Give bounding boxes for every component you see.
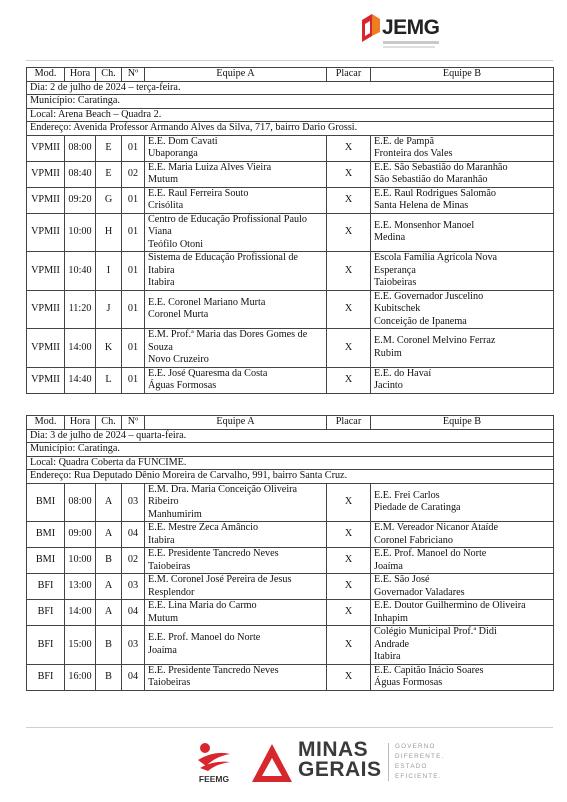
ch-cell: E — [96, 161, 122, 187]
day1-date: Dia: 2 de julho de 2024 – terça-feira. — [27, 81, 554, 95]
jemg-logo-text: JEMG — [382, 16, 440, 39]
ch-cell: H — [96, 213, 122, 252]
mod-cell: VPMII — [27, 329, 65, 368]
n-cell: 04 — [122, 664, 145, 690]
equipe-b-cell-line: Escola Família Agrícola Nova — [374, 252, 498, 263]
equipe-a-cell — [145, 187, 327, 213]
mod-cell: VPMII — [27, 187, 65, 213]
minas-gerais-wordmark — [298, 740, 382, 780]
equipe-b-cell-line: E.E. Doutor Guilhermino de Oliveira — [374, 600, 526, 611]
slogan-line: EFICIENTE. — [395, 773, 442, 780]
col-hora: Hora — [65, 416, 96, 430]
equipe-b-cell — [371, 367, 554, 393]
placar-cell: X — [327, 548, 371, 574]
equipe-b-cell-line: E.M. Coronel Melvino Ferraz — [374, 335, 496, 347]
equipe-b-cell-line: E.E. Raul Rodrigues Salomão — [374, 187, 496, 199]
ch-cell: K — [96, 329, 122, 368]
col-equipe-b: Equipe B — [371, 68, 554, 82]
ch-cell: A — [96, 483, 122, 522]
equipe-b-cell-line: E.E. São José — [374, 574, 430, 585]
jemg-logo — [360, 14, 440, 50]
equipe-a-cell — [145, 367, 327, 393]
hora-cell: 08:00 — [65, 483, 96, 522]
equipe-a-cell-line: Centro de Educação Profissional Paulo — [148, 213, 308, 225]
placar-cell: X — [327, 290, 371, 329]
minas-gerais-triangle-icon — [252, 744, 292, 782]
placar-cell: X — [327, 213, 371, 252]
equipe-a-cell — [145, 664, 327, 690]
placar-cell: X — [327, 574, 371, 600]
equipe-b-cell-line: E.E. Frei Carlos — [374, 489, 440, 501]
equipe-a-cell-line: Mutum — [148, 612, 179, 624]
equipe-b-cell-line: Águas Formosas — [374, 677, 443, 688]
equipe-a-cell-line: Souza — [148, 341, 173, 353]
equipe-b-cell-line: Itabira — [374, 651, 401, 662]
equipe-b-cell-line: Medina — [374, 232, 406, 244]
col-ch: Ch. — [96, 68, 122, 82]
equipe-a-cell-line: Viana — [148, 226, 172, 237]
day1-header-row — [27, 68, 554, 82]
equipe-a-cell-line: E.E. Lina Maria do Carmo — [148, 600, 257, 611]
hora-cell: 08:00 — [65, 135, 96, 161]
hora-cell: 09:00 — [65, 522, 96, 548]
n-cell: 04 — [122, 522, 145, 548]
equipe-a-cell — [145, 626, 327, 665]
equipe-a-cell-line: E.E. Maria Luiza Alves Vieira — [148, 161, 272, 173]
schedule-table-day2 — [26, 415, 554, 691]
day2-date: Dia: 3 de julho de 2024 – quarta-feira. — [27, 429, 554, 443]
mod-cell: VPMII — [27, 161, 65, 187]
equipe-b-cell — [371, 161, 554, 187]
equipe-b-cell-line: E.E. São Sebastião do Maranhão — [374, 161, 508, 173]
col-ch: Ch. — [96, 416, 122, 430]
jemg-flame-icon — [360, 14, 380, 44]
equipe-a-cell-line: E.M. Prof.ª Maria das Dores Gomes de — [148, 329, 308, 340]
equipe-b-cell-line: Fronteira dos Vales — [374, 148, 453, 159]
mod-cell: VPMII — [27, 213, 65, 252]
equipe-b-cell-line: E.E. Prof. Manoel do Norte — [374, 548, 487, 559]
equipe-b-cell-line: E.E. do Havaí — [374, 367, 432, 379]
ch-cell: E — [96, 135, 122, 161]
equipe-b-cell — [371, 187, 554, 213]
ch-cell: G — [96, 187, 122, 213]
equipe-b-cell — [371, 522, 554, 548]
equipe-a-cell-line: Manhumirim — [148, 508, 202, 520]
mod-cell: BFI — [27, 664, 65, 690]
n-cell: 01 — [122, 329, 145, 368]
equipe-a-cell-line: Crisólita — [148, 200, 184, 211]
col-n: Nº — [122, 416, 145, 430]
mod-cell: VPMII — [27, 135, 65, 161]
n-cell: 03 — [122, 574, 145, 600]
mod-cell: BFI — [27, 600, 65, 626]
equipe-a-cell-line: E.M. Dra. Maria Conceição Oliveira — [148, 483, 298, 495]
n-cell: 03 — [122, 626, 145, 665]
equipe-a-cell-line: Itabira — [148, 277, 175, 288]
day1-endereco: Endereço: Avenida Professor Armando Alves da Silva, 717, bairro Dario Grossi. — [27, 122, 554, 136]
mod-cell: BMI — [27, 548, 65, 574]
equipe-a-cell — [145, 483, 327, 522]
n-cell: 01 — [122, 290, 145, 329]
ch-cell: A — [96, 574, 122, 600]
ch-cell: B — [96, 664, 122, 690]
equipe-a-cell-line: Coronel Murta — [148, 309, 209, 321]
equipe-b-cell-line: E.E. Monsenhor Manoel — [374, 219, 475, 231]
ch-cell: A — [96, 600, 122, 626]
logo-tagline-bar-2 — [383, 46, 435, 48]
feemg-logo — [190, 742, 238, 788]
equipe-a-cell — [145, 600, 327, 626]
table-row — [27, 522, 554, 548]
equipe-b-cell — [371, 213, 554, 252]
equipe-b-cell-line: Joaíma — [374, 560, 403, 572]
equipe-a-cell — [145, 290, 327, 329]
n-cell: 01 — [122, 252, 145, 291]
placar-cell: X — [327, 161, 371, 187]
table-row — [27, 367, 554, 393]
equipe-b-cell — [371, 329, 554, 368]
hora-cell: 14:00 — [65, 600, 96, 626]
equipe-a-cell — [145, 548, 327, 574]
mod-cell: VPMII — [27, 367, 65, 393]
equipe-a-cell — [145, 522, 327, 548]
col-equipe-a: Equipe A — [145, 68, 327, 82]
equipe-b-cell-line: Esperança — [374, 264, 416, 276]
n-cell: 03 — [122, 483, 145, 522]
placar-cell: X — [327, 135, 371, 161]
equipe-a-cell-line: E.E. Dom Cavati — [148, 135, 218, 147]
mod-cell: VPMII — [27, 290, 65, 329]
table-row — [27, 548, 554, 574]
hora-cell: 11:20 — [65, 290, 96, 329]
footer-divider — [26, 727, 553, 728]
ch-cell: B — [96, 548, 122, 574]
ch-cell: B — [96, 626, 122, 665]
hora-cell: 10:00 — [65, 213, 96, 252]
col-n: Nº — [122, 68, 145, 82]
mod-cell: BFI — [27, 574, 65, 600]
logo-separator — [388, 743, 389, 781]
equipe-b-cell — [371, 600, 554, 626]
equipe-a-cell-line: Sistema de Educação Profissional de — [148, 252, 298, 263]
placar-cell: X — [327, 626, 371, 665]
col-equipe-b: Equipe B — [371, 416, 554, 430]
schedule-table-day1 — [26, 67, 554, 394]
equipe-a-cell — [145, 574, 327, 600]
gerais-line: GERAIS — [298, 758, 382, 781]
mod-cell: BMI — [27, 522, 65, 548]
hora-cell: 13:00 — [65, 574, 96, 600]
equipe-a-cell-line: Mutum — [148, 174, 179, 185]
hora-cell: 09:20 — [65, 187, 96, 213]
table-row — [27, 574, 554, 600]
slogan-line: GOVERNO — [395, 743, 436, 750]
equipe-b-cell — [371, 574, 554, 600]
placar-cell: X — [327, 252, 371, 291]
n-cell: 04 — [122, 600, 145, 626]
equipe-b-cell — [371, 290, 554, 329]
ch-cell: L — [96, 367, 122, 393]
equipe-a-cell-line: Teófilo Otoni — [148, 238, 204, 250]
equipe-b-cell-line: Governador Valadares — [374, 586, 465, 598]
feemg-swoosh-icon — [196, 742, 232, 772]
minas-line: MINAS — [298, 738, 369, 761]
slogan-line: DIFERENTE. — [395, 753, 445, 760]
equipe-b-cell-line: Taiobeiras — [374, 277, 417, 288]
col-hora: Hora — [65, 68, 96, 82]
col-placar: Placar — [327, 416, 371, 430]
day1-local: Local: Arena Beach – Quadra 2. — [27, 108, 554, 122]
equipe-a-cell-line: E.E. Mestre Zeca Amâncio — [148, 522, 259, 533]
minas-gerais-logo — [252, 740, 462, 786]
equipe-a-cell-line: Resplendor — [148, 586, 195, 598]
equipe-b-cell — [371, 548, 554, 574]
n-cell: 02 — [122, 161, 145, 187]
hora-cell: 10:40 — [65, 252, 96, 291]
table-row — [27, 626, 554, 665]
equipe-a-cell-line: E.M. Coronel José Pereira de Jesus — [148, 574, 292, 585]
equipe-a-cell — [145, 329, 327, 368]
n-cell: 01 — [122, 213, 145, 252]
table-row — [27, 135, 554, 161]
equipe-a-cell-line: Águas Formosas — [148, 380, 217, 391]
table-row — [27, 161, 554, 187]
equipe-b-cell-line: Andrade — [374, 638, 410, 650]
equipe-b-cell-line: Jacinto — [374, 380, 403, 391]
equipe-a-cell — [145, 161, 327, 187]
header-divider — [26, 60, 553, 61]
equipe-b-cell-line: E.M. Vereador Nicanor Ataíde — [374, 522, 498, 533]
hora-cell: 14:00 — [65, 329, 96, 368]
col-placar: Placar — [327, 68, 371, 82]
table-row — [27, 483, 554, 522]
hora-cell: 15:00 — [65, 626, 96, 665]
placar-cell: X — [327, 187, 371, 213]
equipe-a-cell — [145, 252, 327, 291]
equipe-a-cell-line: Novo Cruzeiro — [148, 354, 209, 365]
equipe-a-cell — [145, 135, 327, 161]
equipe-a-cell-line: E.E. Presidente Tancredo Neves — [148, 664, 279, 676]
equipe-b-cell-line: São Sebastião do Maranhão — [374, 174, 488, 185]
mod-cell: VPMII — [27, 252, 65, 291]
table-row — [27, 290, 554, 329]
government-slogan — [395, 742, 444, 782]
equipe-b-cell-line: Piedade de Caratinga — [374, 502, 461, 514]
mod-cell: BMI — [27, 483, 65, 522]
slogan-line: ESTADO — [395, 763, 428, 770]
equipe-b-cell — [371, 135, 554, 161]
table-row — [27, 664, 554, 690]
table-row — [27, 329, 554, 368]
equipe-a-cell — [145, 213, 327, 252]
equipe-b-cell-line: Santa Helena de Minas — [374, 200, 469, 211]
hora-cell: 08:40 — [65, 161, 96, 187]
day2-header-row — [27, 416, 554, 430]
logo-tagline-bar — [383, 41, 439, 44]
equipe-a-cell-line: Taiobeiras — [148, 677, 191, 688]
equipe-b-cell-line: Coronel Fabriciano — [374, 534, 453, 546]
table-row — [27, 600, 554, 626]
table-row — [27, 252, 554, 291]
n-cell: 01 — [122, 187, 145, 213]
hora-cell: 14:40 — [65, 367, 96, 393]
equipe-b-cell-line: Kubitschek — [374, 303, 421, 314]
equipe-a-cell-line: E.E. Prof. Manoel do Norte — [148, 632, 261, 644]
equipe-a-cell-line: Itabira — [148, 534, 175, 546]
equipe-a-cell-line: Taiobeiras — [148, 560, 191, 572]
equipe-b-cell-line: E.E. Governador Juscelino — [374, 290, 484, 302]
placar-cell: X — [327, 367, 371, 393]
equipe-b-cell-line: Conceição de Ipanema — [374, 315, 467, 327]
feemg-logo-text: FEEMG — [198, 774, 230, 784]
equipe-a-cell-line: Itabira — [148, 264, 175, 276]
equipe-b-cell-line: E.E. Capitão Inácio Soares — [374, 664, 484, 676]
placar-cell: X — [327, 522, 371, 548]
table-row — [27, 187, 554, 213]
col-equipe-a: Equipe A — [145, 416, 327, 430]
placar-cell: X — [327, 483, 371, 522]
equipe-b-cell-line: E.E. de Pampã — [374, 135, 434, 147]
day2-municipio: Município: Caratinga. — [27, 443, 554, 457]
n-cell: 02 — [122, 548, 145, 574]
day1-rows — [27, 135, 554, 393]
equipe-b-cell-line: Rubim — [374, 347, 402, 359]
placar-cell: X — [327, 664, 371, 690]
table-row — [27, 213, 554, 252]
col-mod: Mod. — [27, 416, 65, 430]
ch-cell: J — [96, 290, 122, 329]
placar-cell: X — [327, 329, 371, 368]
equipe-a-cell-line: E.E. José Quaresma da Costa — [148, 367, 268, 379]
equipe-b-cell — [371, 252, 554, 291]
day1-municipio: Município: Caratinga. — [27, 95, 554, 109]
equipe-b-cell — [371, 626, 554, 665]
hora-cell: 10:00 — [65, 548, 96, 574]
equipe-b-cell-line: Colégio Municipal Prof.ª Didi — [374, 626, 497, 637]
ch-cell: A — [96, 522, 122, 548]
equipe-a-cell-line: Ribeiro — [148, 496, 179, 507]
hora-cell: 16:00 — [65, 664, 96, 690]
col-mod: Mod. — [27, 68, 65, 82]
equipe-a-cell-line: Joaíma — [148, 644, 177, 656]
equipe-b-cell — [371, 664, 554, 690]
equipe-a-cell-line: E.E. Raul Ferreira Souto — [148, 187, 249, 199]
mod-cell: BFI — [27, 626, 65, 665]
day2-local: Local: Quadra Coberta da FUNCIME. — [27, 456, 554, 470]
equipe-b-cell — [371, 483, 554, 522]
day2-rows — [27, 483, 554, 690]
ch-cell: I — [96, 252, 122, 291]
equipe-a-cell-line: E.E. Presidente Tancredo Neves — [148, 548, 279, 559]
equipe-a-cell-line: Ubaporanga — [148, 148, 198, 159]
n-cell: 01 — [122, 367, 145, 393]
equipe-a-cell-line: E.E. Coronel Mariano Murta — [148, 296, 266, 308]
n-cell: 01 — [122, 135, 145, 161]
placar-cell: X — [327, 600, 371, 626]
equipe-b-cell-line: Inhapim — [374, 612, 408, 624]
day2-endereco: Endereço: Rua Deputado Dênio Moreira de Carvalho, 991, bairro Santa Cruz. — [27, 470, 554, 484]
